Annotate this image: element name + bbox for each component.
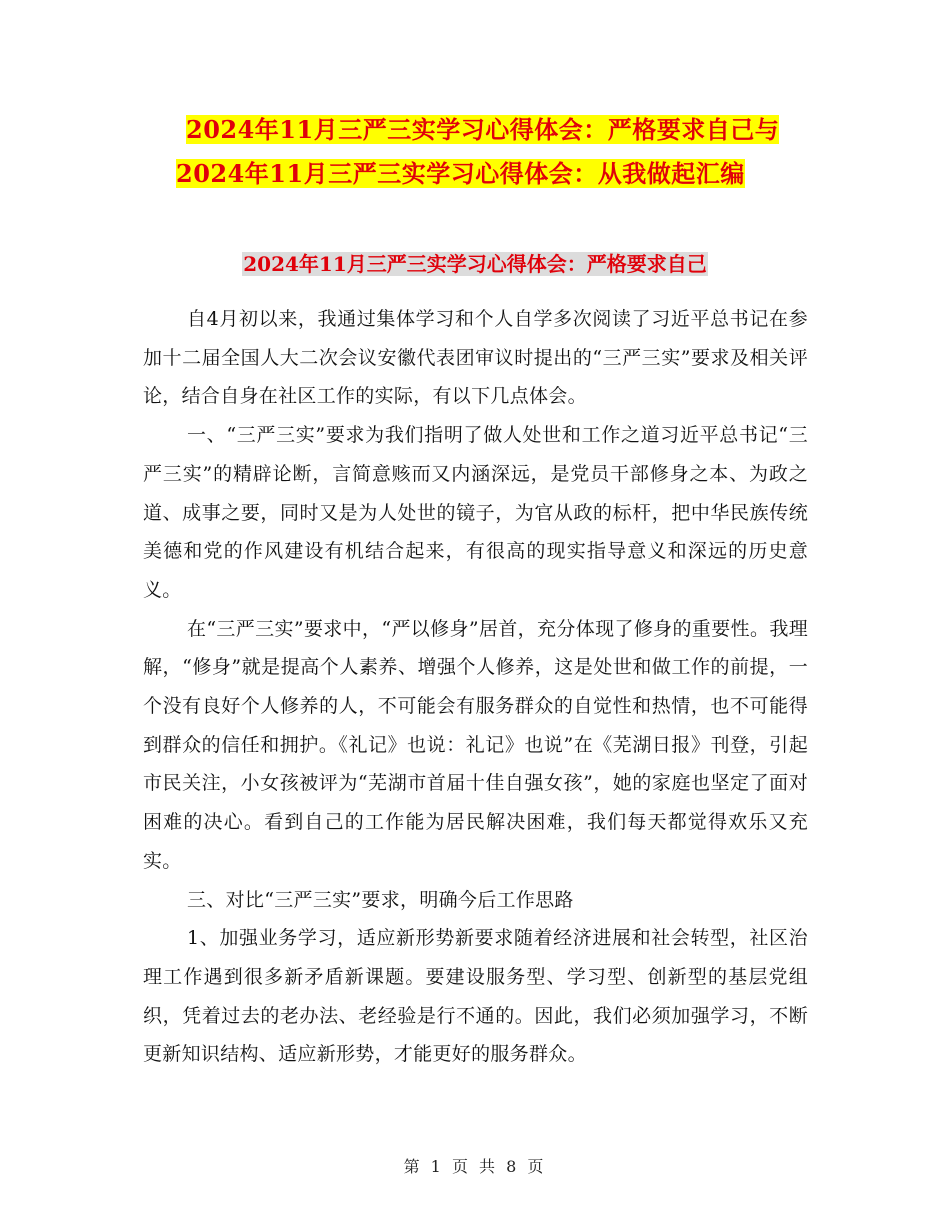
title-highlight-1: 2024年11月三严三实学习心得体会：严格要求自己与 [186,115,780,144]
paragraph-intro: 自4月初以来，我通过集体学习和个人自学多次阅读了习近平总书记在参加十二届全国人大二次会议安徽代表团审议时提出的“三严三实”要求及相关评论，结合自身在社区工作的实际，有以下几点体会。 [143,308,808,408]
subtitle-text: 2024年11月三严三实学习心得体会：严格要求自己 [243,252,707,276]
document-title-line-2 [176,157,745,191]
paragraph-self-cultivation: 在“三严三实”要求中，“严以修身”居首，充分体现了修身的重要性。我理解，“修身”就是提高个人素养、增强个人修养，这是处世和做工作的前提，一个没有良好个人修养的人，不可能会有服务群众的自觉性和热情，也不可能得到群众的信任和拥护。《礼记》也说：礼记》也说”在《芜湖日报》刊登，引起市民关注，小女孩被评为“芜湖市首届十佳自强女孩”，她的家庭也坚定了面对困难的决心。看到自己的工作能为居民解决困难，我们每天都觉得欢乐又充实。 [143,617,808,872]
paragraph-section-1: 一、“三严三实”要求为我们指明了做人处世和工作之道习近平总书记“三严三实”的精辟论断，言简意赅而又内涵深远，是党员干部修身之本、为政之道、成事之要，同时又是为人处世的镜子，为官从政的标杆，把中华民族传统美德和党的作风建设有机结合起来，有很高的现实指导意义和深远的历史意义。 [143,424,808,601]
document-title-line-1 [186,113,779,147]
section-subtitle [0,250,950,278]
title-highlight-2: 2024年11月三严三实学习心得体会：从我做起汇编 [176,159,745,188]
document-body [143,300,808,1074]
paragraph-section-3-heading: 三、对比“三严三实”要求，明确今后工作思路 [187,888,574,911]
page-footer: 第 1 页 共 8 页 [403,1157,547,1176]
paragraph-item-1: 1、加强业务学习，适应新形势新要求随着经济进展和社会转型，社区治理工作遇到很多新矛盾新课题。要建设服务型、学习型、创新型的基层党组织，凭着过去的老办法、老经验是行不通的。因此，我们必须加强学习，不断更新知识结构、适应新形势，才能更好的服务群众。 [143,927,808,1066]
